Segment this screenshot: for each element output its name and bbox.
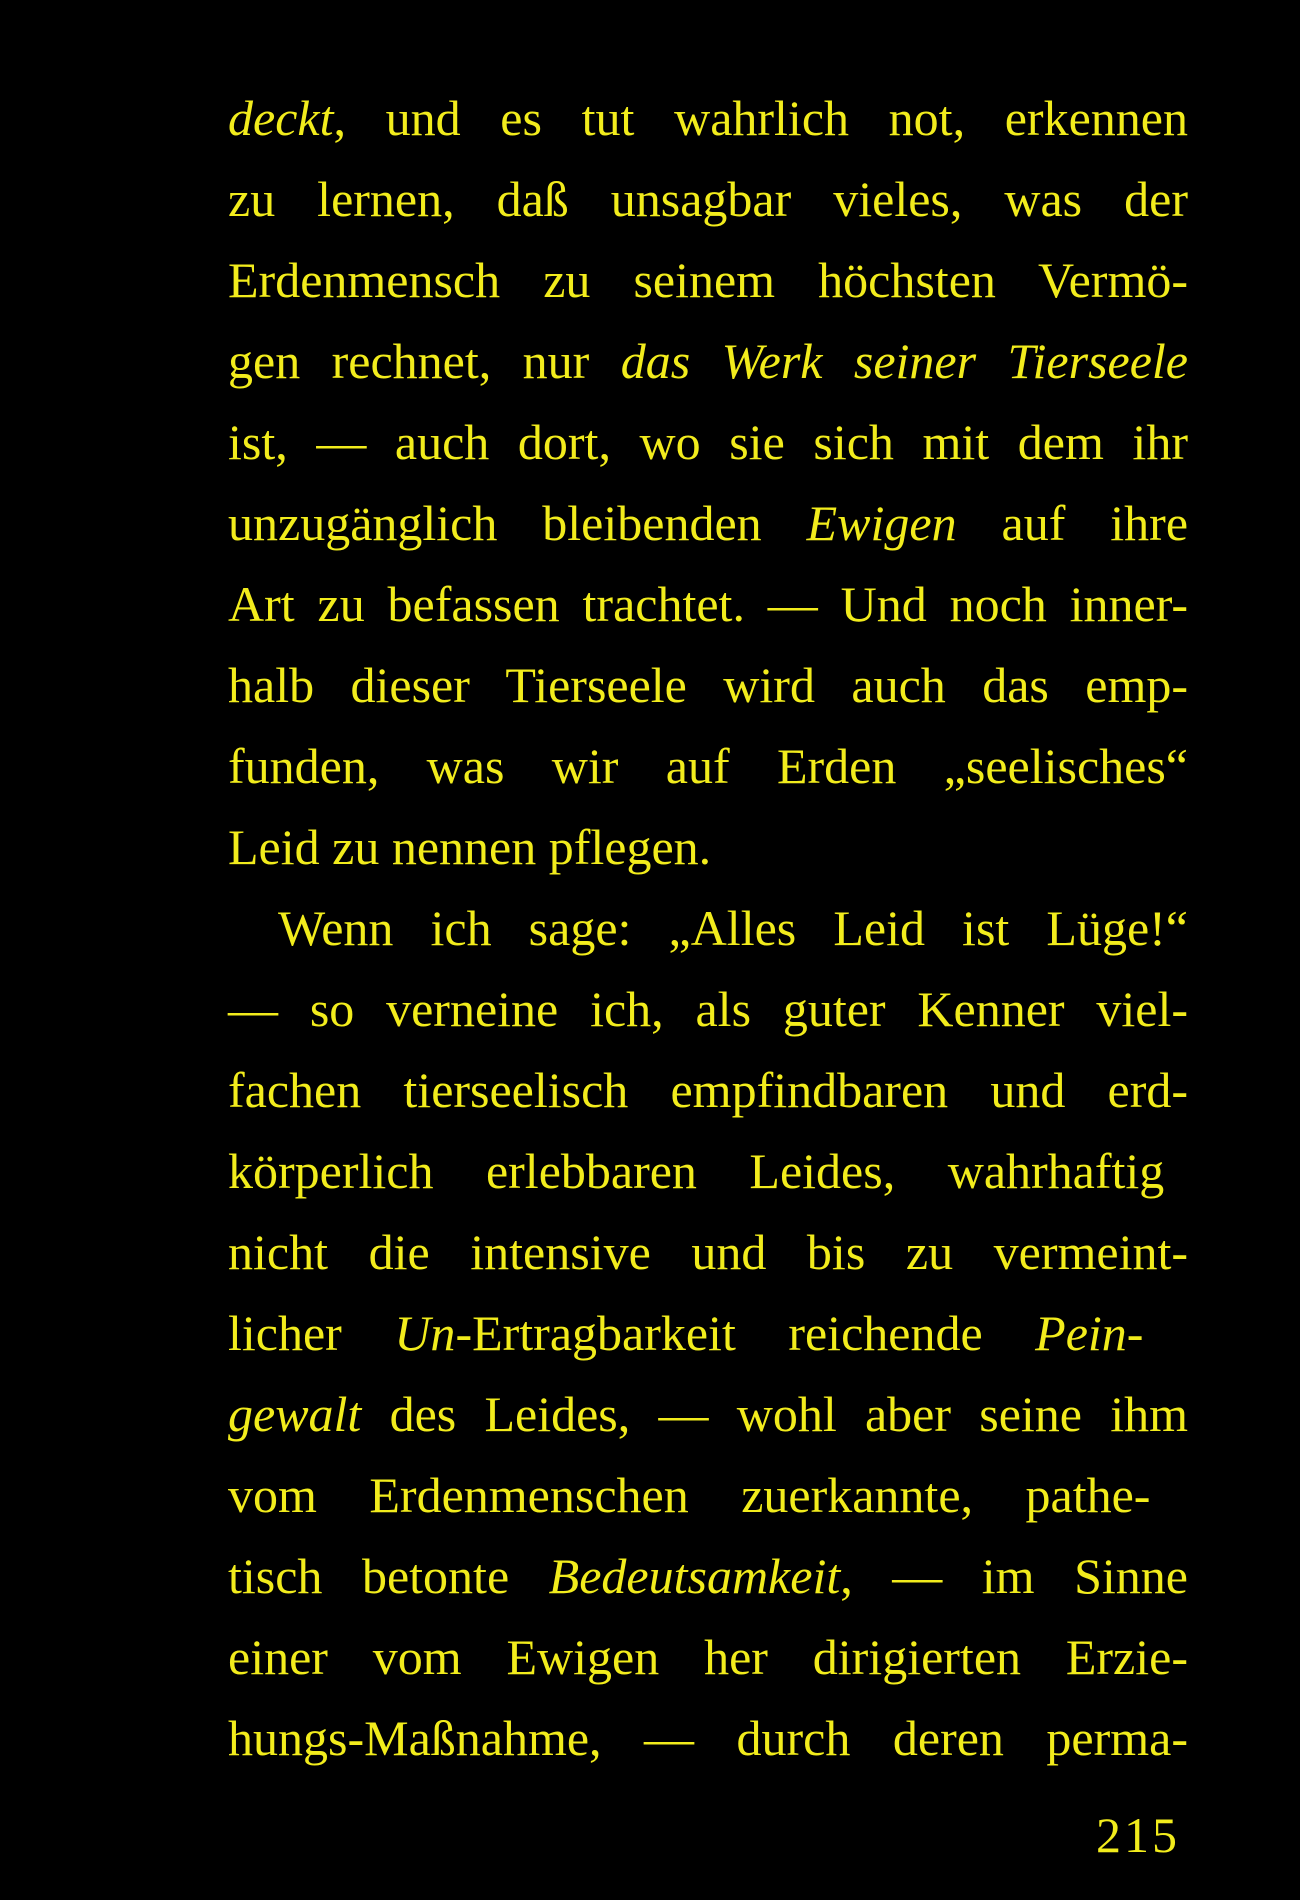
text-line — [228, 807, 1188, 888]
text-line — [228, 1617, 1188, 1698]
line-text: -Ertragbarkeit reichende — [455, 1305, 1036, 1361]
line-text: tisch betonte — [228, 1548, 549, 1604]
text-line — [228, 969, 1188, 1050]
text-line — [228, 1698, 1188, 1779]
line-text: hungs-Maßnahme, — durch deren perma- — [228, 1710, 1188, 1766]
line-text: Erdenmensch zu seinem höchsten Vermö- — [228, 252, 1188, 308]
emphasis-text: Bedeutsamkeit — [548, 1548, 841, 1604]
line-text: zu lernen, daß unsagbar vieles, was der — [228, 171, 1188, 227]
text-line — [228, 78, 1188, 159]
text-line — [228, 564, 1188, 645]
line-text: des Leides, — wohl aber seine ihm — [361, 1386, 1188, 1442]
text-line — [228, 321, 1188, 402]
text-line — [228, 1050, 1188, 1131]
line-text: ist, — auch dort, wo sie sich mit dem ihr — [228, 414, 1188, 470]
emphasis-text: Ewigen — [806, 495, 957, 551]
text-line — [228, 402, 1188, 483]
text-line — [228, 240, 1188, 321]
line-text: auf ihre — [956, 495, 1189, 551]
emphasis-text: Pein- — [1035, 1305, 1144, 1361]
line-text: halb dieser Tierseele wird auch das emp- — [228, 657, 1189, 713]
line-text: gen rechnet, nur — [228, 333, 621, 389]
text-line — [228, 1374, 1188, 1455]
text-line — [228, 1293, 1188, 1374]
line-text: Leid zu nennen pflegen. — [228, 819, 712, 875]
line-text: Wenn ich sage: „Alles Leid ist Lüge!“ — [278, 900, 1188, 956]
emphasis-text: gewalt — [228, 1386, 362, 1442]
body-text — [228, 78, 1188, 1779]
text-line — [228, 159, 1188, 240]
line-text: nicht die intensive und bis zu vermeint- — [228, 1224, 1189, 1280]
line-text: funden, was wir auf Erden „seelisches“ — [228, 738, 1188, 794]
line-text: vom Erdenmenschen zuerkannte, pathe- — [228, 1467, 1151, 1523]
line-text: einer vom Ewigen her dirigierten Erzie- — [228, 1629, 1188, 1685]
line-text: — so verneine ich, als guter Kenner viel- — [228, 981, 1189, 1037]
text-line — [228, 726, 1188, 807]
line-text: licher — [228, 1305, 395, 1361]
emphasis-text: deckt — [228, 90, 334, 146]
line-text: unzugänglich bleibenden — [228, 495, 807, 551]
page-number: 215 — [1096, 1807, 1180, 1863]
text-line — [228, 888, 1188, 969]
line-text: Art zu befassen trachtet. — Und noch inner- — [228, 576, 1189, 632]
text-line — [228, 645, 1188, 726]
text-line — [228, 1536, 1188, 1617]
emphasis-text: das Werk seiner Tierseele — [620, 333, 1189, 389]
line-text: körperlich erlebbaren Leides, wahrhaftig — [228, 1143, 1165, 1199]
text-line — [228, 483, 1188, 564]
line-text: , und es tut wahrlich not, erkennen — [333, 90, 1188, 146]
text-line — [228, 1455, 1188, 1536]
line-text: fachen tierseelisch empfindbaren und erd- — [228, 1062, 1189, 1118]
emphasis-text: Un — [394, 1305, 456, 1361]
text-line — [228, 1131, 1188, 1212]
line-text: , — im Sinne — [840, 1548, 1188, 1604]
text-line — [228, 1212, 1188, 1293]
